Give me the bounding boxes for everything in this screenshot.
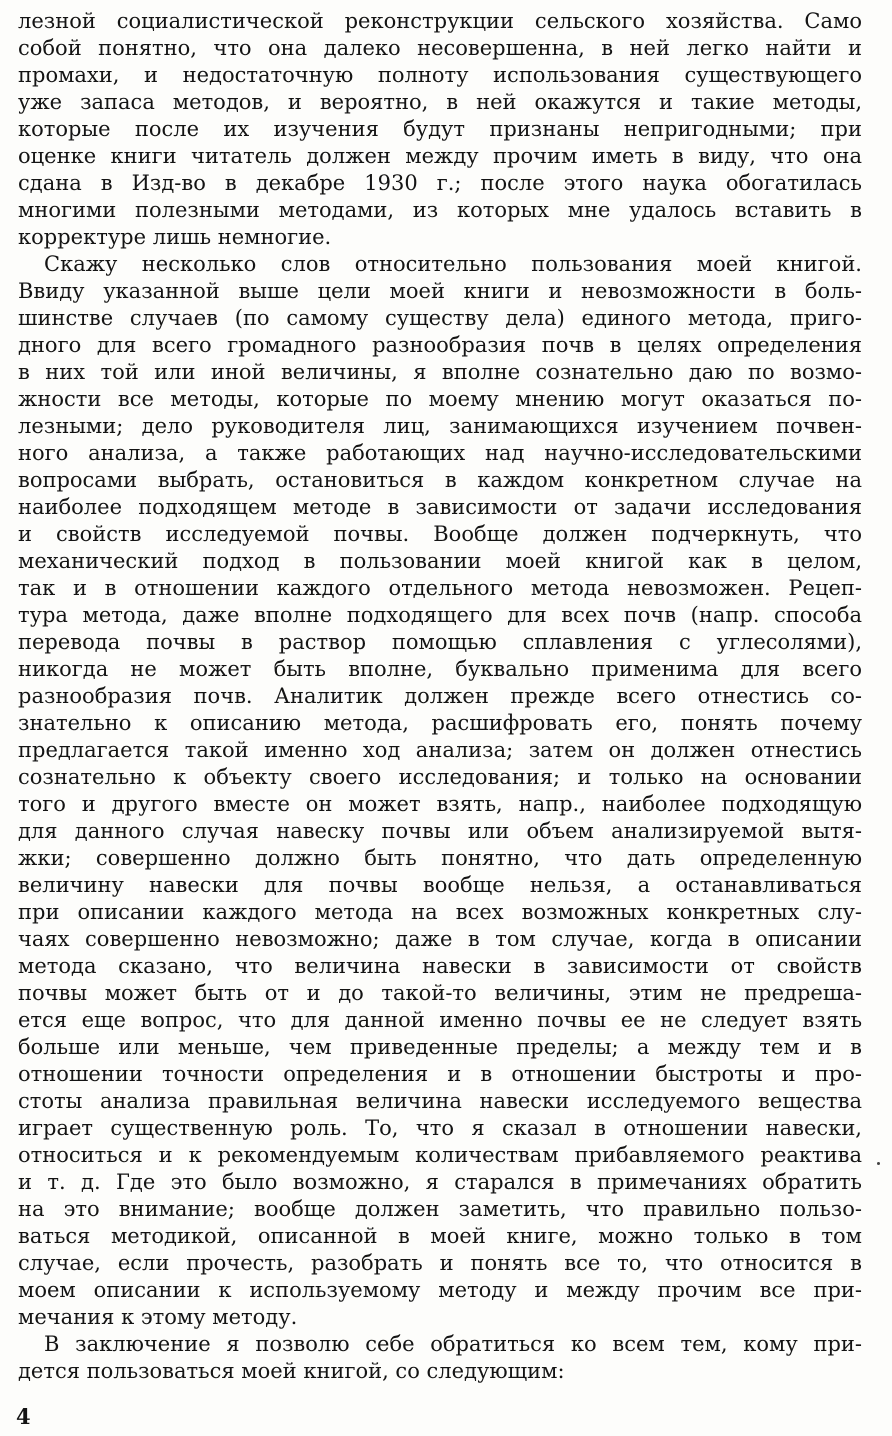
- page-number: 4: [16, 1404, 31, 1429]
- text-line: никогда не может быть вполне, буквально применима для всего: [18, 657, 862, 681]
- text-line: сдана в Изд-во в декабре 1930 г.; после этого наука обогатилась: [18, 171, 862, 195]
- text-line: многими полезными методами, из которых мне удалось вставить в: [18, 198, 862, 222]
- text-line: оценке книги читатель должен между прочим иметь в виду, что она: [18, 144, 862, 168]
- paragraph: [18, 8, 862, 251]
- text-line: уже запаса методов, и вероятно, в ней окажутся и такие методы,: [18, 90, 862, 114]
- text-line: которые после их изучения будут признаны непригодными; при: [18, 117, 862, 141]
- text-line: Скажу несколько слов относительно пользования моей книгой.: [44, 252, 862, 276]
- text-line: отношении точности определения и в отношении быстроты и про-: [18, 1062, 862, 1086]
- text-line: на это внимание; вообще должен заметить, что правильно пользо-: [18, 1197, 862, 1221]
- text-line: ного анализа, а также работающих над научно-исследовательскими: [18, 441, 862, 465]
- text-line: В заключение я позволю себе обратиться ко всем тем, кому при-: [44, 1332, 862, 1356]
- text-line: вопросами выбрать, остановиться в каждом конкретном случае на: [18, 468, 862, 492]
- text-line: и свойств исследуемой почвы. Вообще должен подчеркнуть, что: [18, 522, 862, 546]
- text-line: так и в отношении каждого отдельного метода невозможен. Рецеп-: [18, 576, 862, 600]
- text-line: дного для всего громадного разнообразия почв в целях определения: [18, 333, 862, 357]
- text-line: корректуре лишь немногие.: [18, 225, 332, 249]
- text-line: жки; совершенно должно быть понятно, что дать определенную: [18, 846, 862, 870]
- text-line: наиболее подходящем методе в зависимости от задачи исследования: [18, 495, 862, 519]
- text-line: жности все методы, которые по моему мнению могут оказаться по-: [18, 387, 862, 411]
- text-line: метода сказано, что величина навески в зависимости от свойств: [18, 954, 862, 978]
- text-line: величину навески для почвы вообще нельзя, а останавливаться: [18, 873, 862, 897]
- text-line: случае, если прочесть, разобрать и понять все то, что относится в: [18, 1251, 862, 1275]
- text-line: шинстве случаев (по самому существу дела) единого метода, приго-: [18, 306, 862, 330]
- text-line: тура метода, даже вполне подходящего для всех почв (напр. способа: [18, 603, 862, 627]
- text-line: лезной социалистической реконструкции сельского хозяйства. Само: [18, 9, 862, 33]
- text-line: знательно к описанию метода, расшифровать его, понять почему: [18, 711, 862, 735]
- text-line: сознательно к объекту своего исследования; и только на основании: [18, 765, 862, 789]
- text-line: мечания к этому методу.: [18, 1305, 298, 1329]
- text-line: перевода почвы в раствор помощью сплавления с углесолями),: [18, 630, 862, 654]
- text-line: относиться и к рекомендуемым количествам прибавляемого реактива: [18, 1143, 862, 1167]
- text-line: разнообразия почв. Аналитик должен прежде всего отнестись со-: [18, 684, 862, 708]
- text-line: почвы может быть от и до такой-то величины, этим не предреша-: [18, 981, 862, 1005]
- text-line: и т. д. Где это было возможно, я старался в примечаниях обратить: [18, 1170, 862, 1194]
- text-line: дется пользоваться моей книгой, со следующим:: [18, 1359, 565, 1383]
- text-line: для данного случая навеску почвы или объем анализируемой вытя-: [18, 819, 862, 843]
- text-line: Ввиду указанной выше цели моей книги и невозможности в боль-: [18, 279, 862, 303]
- text-line: больше или меньше, чем приведенные пределы; а между тем и в: [18, 1035, 862, 1059]
- text-line: ется еще вопрос, что для данной именно почвы ее не следует взять: [18, 1008, 862, 1032]
- body-text: [18, 8, 862, 1385]
- text-line: моем описании к используемому методу и между прочим все при-: [18, 1278, 862, 1302]
- text-line: лезными; дело руководителя лиц, занимающихся изучением почвен-: [18, 414, 862, 438]
- text-line: чаях совершенно невозможно; даже в том случае, когда в описании: [18, 927, 862, 951]
- text-line: ваться методикой, описанной в моей книге, можно только в том: [18, 1224, 862, 1248]
- text-line: собой понятно, что она далеко несовершенна, в ней легко найти и: [18, 36, 862, 60]
- text-line: при описании каждого метода на всех возможных конкретных слу-: [18, 900, 862, 924]
- paragraph: [18, 1331, 862, 1385]
- text-line: в них той или иной величины, я вполне сознательно даю по возмо-: [18, 360, 862, 384]
- paragraph: [18, 251, 862, 1331]
- text-line: предлагается такой именно ход анализа; затем он должен отнестись: [18, 738, 862, 762]
- text-line: стоты анализа правильная величина навески исследуемого вещества: [18, 1089, 862, 1113]
- text-line: того и другого вместе он может взять, напр., наиболее подходящую: [18, 792, 862, 816]
- text-line: играет существенную роль. То, что я сказал в отношении навески,: [18, 1116, 862, 1140]
- scan-speck: [877, 1162, 880, 1165]
- text-line: механический подход в пользовании моей книгой как в целом,: [18, 549, 862, 573]
- text-line: промахи, и недостаточную полноту использования существующего: [18, 63, 862, 87]
